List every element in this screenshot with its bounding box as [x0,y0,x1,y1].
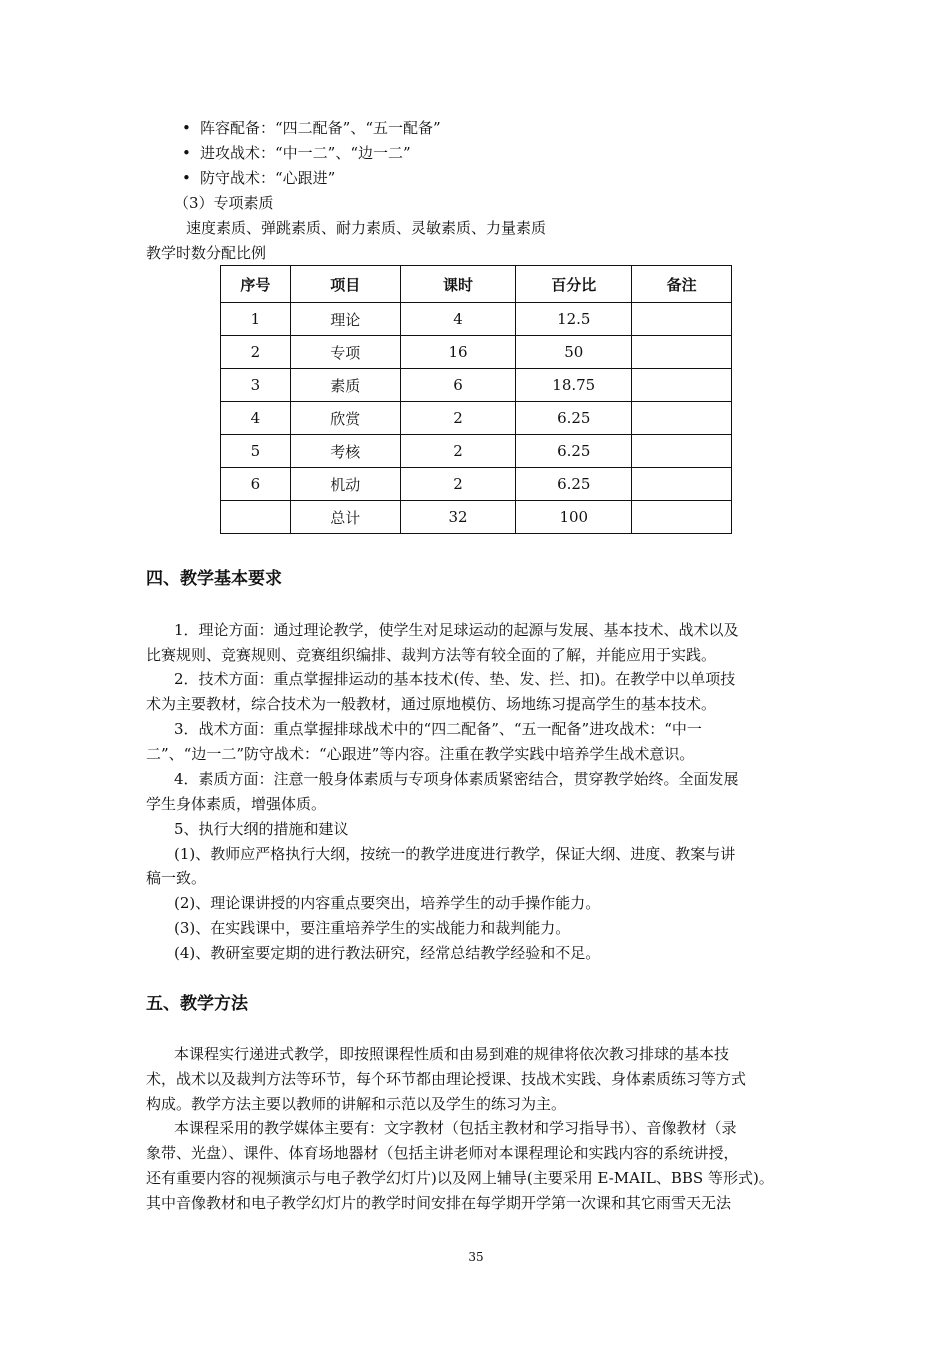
section-heading: 五、教学方法 [146,994,248,1014]
table-cell: 100 [516,501,632,534]
table-cell: 32 [400,501,516,534]
table-cell: 6.25 [516,402,632,435]
paragraph-line: 1．理论方面：通过理论教学，使学生对足球运动的起源与发展、基本技术、战术以及 [174,621,739,639]
table-cell: 专项 [290,336,400,369]
paragraph-line: (2)、理论课讲授的内容重点要突出，培养学生的动手操作能力。 [174,894,601,912]
table-cell: 2 [400,402,516,435]
column-header: 备注 [632,266,732,303]
paragraph-line: 构成。教学方法主要以教师的讲解和示范以及学生的练习为主。 [146,1095,567,1113]
table-cell: 总计 [290,501,400,534]
table-cell: 考核 [290,435,400,468]
table-cell: 12.5 [516,303,632,336]
table-cell: 6.25 [516,435,632,468]
column-header: 序号 [221,266,291,303]
table-cell: 4 [400,303,516,336]
bullet-item [182,143,411,163]
paragraph-line: 学生身体素质，增强体质。 [146,795,327,813]
paragraph-line: 二”、“边一二”防守战术：“心跟进”等内容。注重在教学实践中培养学生战术意识。 [146,745,695,763]
table-cell [221,501,291,534]
paragraph-line: 3．战术方面：重点掌握排球战术中的“四二配备”、“五一配备”进攻战术：“中一 [174,720,702,738]
table-cell [632,402,732,435]
bullet-text: 进攻战术：“中一二”、“边一二” [200,144,411,162]
table-cell: 理论 [290,303,400,336]
table-cell: 素质 [290,369,400,402]
bullet-icon: • [182,119,191,137]
table-row [221,402,732,435]
table-header-row [221,266,732,303]
paragraph-line: 5、执行大纲的措施和建议 [174,820,349,838]
paragraph-line: 比赛规则、竞赛规则、竞赛组织编排、裁判方法等有较全面的了解，并能应用于实践。 [146,646,717,664]
table-cell [632,501,732,534]
paragraph-line: 本课程实行递进式教学，即按照课程性质和由易到难的规律将依次教习排球的基本技 [174,1045,730,1063]
paragraph-line: (1)、教师应严格执行大纲，按统一的教学进度进行教学，保证大纲、进度、教案与讲 [174,845,736,863]
table-cell: 3 [221,369,291,402]
table-cell: 2 [221,336,291,369]
table-cell [632,369,732,402]
table-cell [632,468,732,501]
subsection-title: （3）专项素质 [174,194,274,212]
table-cell: 6 [221,468,291,501]
paragraph-line: 还有重要内容的视频演示与电子教学幻灯片)以及网上辅导(主要采用 E-MAIL、BBS 等形式)。 [146,1169,774,1187]
paragraph-line: 稿一致。 [146,869,207,887]
paragraph-line: 本课程采用的教学媒体主要有：文字教材（包括主教材和学习指导书）、音像教材（录 [174,1119,737,1137]
table-cell [632,435,732,468]
section-heading: 四、教学基本要求 [146,569,282,589]
subsection-text: 速度素质、弹跳素质、耐力素质、灵敏素质、力量素质 [186,219,547,237]
table-row [221,336,732,369]
table-cell: 1 [221,303,291,336]
table-row [221,468,732,501]
bullet-item [182,118,441,138]
paragraph-line: 术为主要教材，综合技术为一般教材，通过原地模仿、场地练习提高学生的基本技术。 [146,695,717,713]
table-row [221,303,732,336]
table-cell: 6 [400,369,516,402]
column-header: 课时 [400,266,516,303]
allocation-table [220,265,732,534]
table-cell [632,303,732,336]
table-cell: 50 [516,336,632,369]
table-cell: 18.75 [516,369,632,402]
table-row [221,369,732,402]
table-row [221,435,732,468]
bullet-icon: • [182,144,191,162]
bullet-item [182,168,335,188]
page-number: 35 [468,1250,484,1264]
bullet-text: 防守战术：“心跟进” [200,169,336,187]
table-cell [632,336,732,369]
paragraph-line: 术，战术以及裁判方法等环节，每个环节都由理论授课、技战术实践、身体素质练习等方式 [146,1070,747,1088]
paragraph-line: 象带、光盘）、课件、体育场地器材（包括主讲老师对本课程理论和实践内容的系统讲授， [146,1144,739,1162]
table-cell: 4 [221,402,291,435]
table-cell: 欣赏 [290,402,400,435]
column-header: 百分比 [516,266,632,303]
table-cell: 2 [400,468,516,501]
table-cell: 5 [221,435,291,468]
table-cell: 16 [400,336,516,369]
paragraph-line: 4．素质方面：注意一般身体素质与专项身体素质紧密结合，贯穿教学始终。全面发展 [174,770,739,788]
paragraph-line: (4)、教研室要定期的进行教法研究，经常总结教学经验和不足。 [174,944,601,962]
table-cell: 机动 [290,468,400,501]
paragraph-line: (3)、在实践课中，要注重培养学生的实战能力和裁判能力。 [174,919,571,937]
paragraph-line: 2．技术方面：重点掌握排运动的基本技术(传、垫、发、拦、扣)。在教学中以单项技 [174,670,736,688]
table-caption: 教学时数分配比例 [146,244,267,262]
bullet-text: 阵容配备：“四二配备”、“五一配备” [200,119,441,137]
paragraph-line: 其中音像教材和电子教学幻灯片的教学时间安排在每学期开学第一次课和其它雨雪天无法 [146,1194,732,1212]
column-header: 项目 [290,266,400,303]
table-total-row [221,501,732,534]
bullet-icon: • [182,169,191,187]
table-cell: 6.25 [516,468,632,501]
table-cell: 2 [400,435,516,468]
